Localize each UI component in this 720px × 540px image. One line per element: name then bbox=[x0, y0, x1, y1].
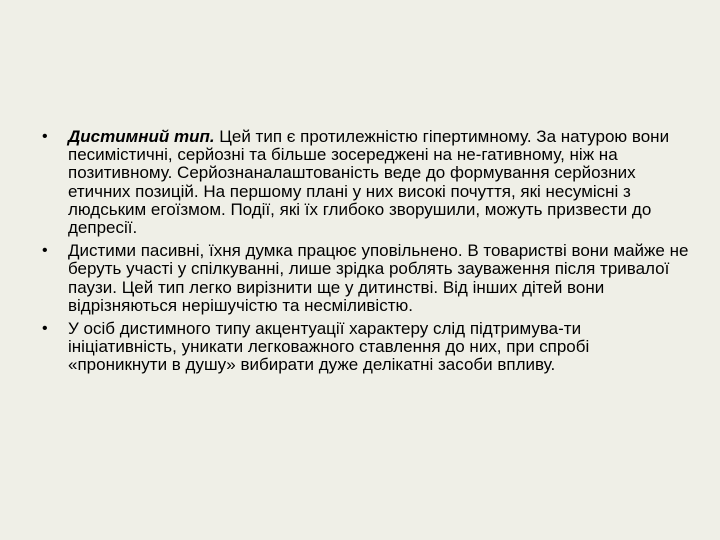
bullet-item bbox=[40, 242, 690, 315]
bullet-list bbox=[40, 128, 690, 380]
bullet-body: У осіб дистимного типу акцентуації характеру слід підтримува-ти ініціативність, уникати легковажного ставлення до них, при спробі «проникнути в душу» вибирати дуже делікатні засоби впливу. bbox=[68, 319, 590, 375]
bullet-lead: Дистимний тип. bbox=[68, 127, 215, 146]
bullet-marker: • bbox=[42, 320, 48, 338]
bullet-text bbox=[68, 242, 690, 315]
bullet-item bbox=[40, 128, 690, 237]
bullet-marker: • bbox=[42, 128, 48, 145]
bullet-text bbox=[68, 320, 690, 375]
bullet-body: Дистими пасивні, їхня думка працює уповільнено. В товаристві вони майже не беруть участі у спілкуванні, лише зрідка роблять зауваження після тривалої паузи. Цей тип легко вирізнити ще у дитинстві. Від інших дітей вони відрізняються нерішучістю та несміливістю. bbox=[68, 241, 689, 315]
bullet-item bbox=[40, 320, 690, 375]
bullet-text bbox=[68, 128, 690, 237]
bullet-marker: • bbox=[42, 242, 48, 260]
bullet-body: Цей тип є протилежністю гіпертимному. За натурою вони песимістичні, серйозні та більше зосереджені на не-гативному, ніж на позитивному. Серйознаналаштованість веде до формування серйозних етичних позицій. На першому плані у них високі почуття, які несумісні з людським егоїзмом. Події, які їх глибоко зворушили, можуть призвести до депресії. bbox=[68, 127, 670, 238]
